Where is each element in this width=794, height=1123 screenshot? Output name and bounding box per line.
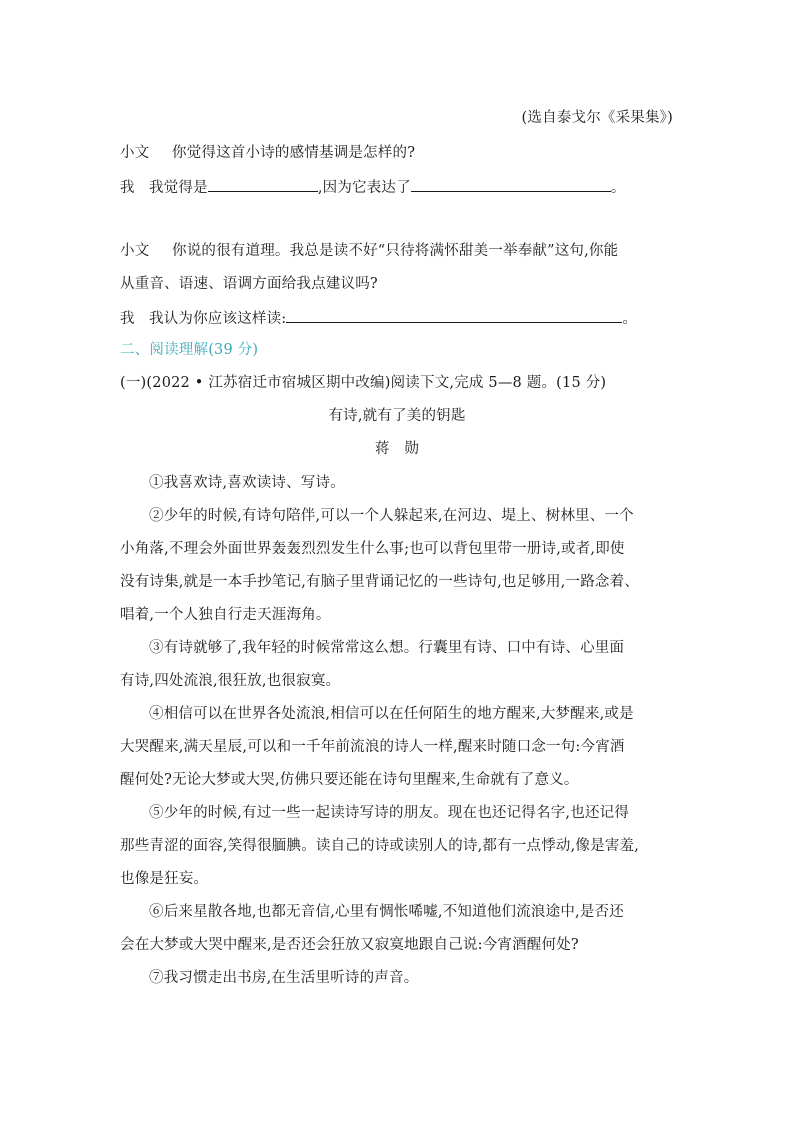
speaker-label: 小文: [120, 243, 150, 259]
article-line: 会在大梦或大哭中醒来,是否还会狂放又寂寞地跟自己说:今宵酒醒何处?: [120, 937, 579, 953]
article-line: ①我喜欢诗,喜欢读诗、写诗。: [149, 475, 345, 491]
dialog-question-1: [120, 143, 415, 163]
dialog-answer-1: [120, 176, 626, 198]
speaker-label: 我: [120, 311, 135, 327]
answer-blank-2[interactable]: [411, 176, 611, 192]
dialog-answer-2: [120, 307, 637, 329]
article-line: ⑤少年的时候,有过一些一起读诗写诗的朋友。现在也还记得名字,也还记得: [149, 805, 630, 821]
article-title: 有诗,就有了美的钥匙: [328, 408, 466, 424]
article-author: 蒋 勋: [374, 441, 420, 457]
article-line: 那些青涩的面容,笑得很腼腆。读自己的诗或读别人的诗,都有一点悸动,像是害羞,: [120, 838, 640, 854]
answer-blank-1[interactable]: [208, 176, 318, 192]
dialog-question-2-line-1: [120, 241, 618, 261]
article-line: ②少年的时候,有诗句陪伴,可以一个人躲起来,在河边、堤上、树林里、一个: [149, 508, 634, 524]
answer-end: 。: [610, 180, 626, 196]
answer-middle: ,因为它表达了: [317, 180, 411, 196]
part-intro: (一)(2022 • 江苏宿迁市宿城区期中改编)阅读下文,完成 5—8 题。(15 分): [120, 375, 607, 391]
question-text: 你觉得这首小诗的感情基调是怎样的?: [172, 145, 416, 161]
dialog-question-2-line-2: 从重音、语速、语调方面给我点建议吗?: [120, 276, 378, 292]
answer-prefix: 我认为你应该这样读:: [149, 311, 287, 327]
article-line: ③有诗就够了,我年轻的时候常常这么想。行囊里有诗、口中有诗、心里面: [149, 640, 625, 656]
article-line: 醒何处?无论大梦或大哭,仿佛只要还能在诗句里醒来,生命就有了意义。: [120, 772, 579, 788]
speaker-label: 我: [120, 180, 135, 196]
section-heading: 二、阅读理解(39 分): [120, 342, 259, 358]
article-line: 小角落,不理会外面世界轰轰烈烈发生什么事;也可以背包里带一册诗,或者,即使: [120, 541, 625, 557]
article-line: ⑦我习惯走出书房,在生活里听诗的声音。: [149, 970, 419, 986]
article-line: 有诗,四处流浪,很狂放,也很寂寞。: [120, 673, 341, 689]
answer-end: 。: [622, 311, 638, 327]
article-line: 大哭醒来,满天星辰,可以和一千年前流浪的诗人一样,醒来时随口念一句:今宵酒: [120, 739, 625, 755]
question-text: 你说的很有道理。我总是读不好“只待将满怀甜美一举奉献”这句,你能: [172, 243, 619, 259]
article-line: ④相信可以在世界各处流浪,相信可以在任何陌生的地方醒来,大梦醒来,或是: [149, 706, 634, 722]
source-citation: (选自泰戈尔《采果集》): [521, 110, 673, 126]
answer-blank-3[interactable]: [286, 307, 622, 323]
article-line: ⑥后来星散各地,也都无音信,心里有惆怅唏嘘,不知道他们流浪途中,是否还: [149, 904, 624, 920]
article-line: 也像是狂妄。: [120, 871, 209, 887]
speaker-label: 小文: [120, 145, 150, 161]
article-line: 唱着,一个人独自行走天涯海角。: [120, 607, 331, 623]
answer-prefix: 我觉得是: [149, 180, 208, 196]
article-line: 没有诗集,就是一本手抄笔记,有脑子里背诵记忆的一些诗句,也足够用,一路念着、: [120, 574, 640, 590]
